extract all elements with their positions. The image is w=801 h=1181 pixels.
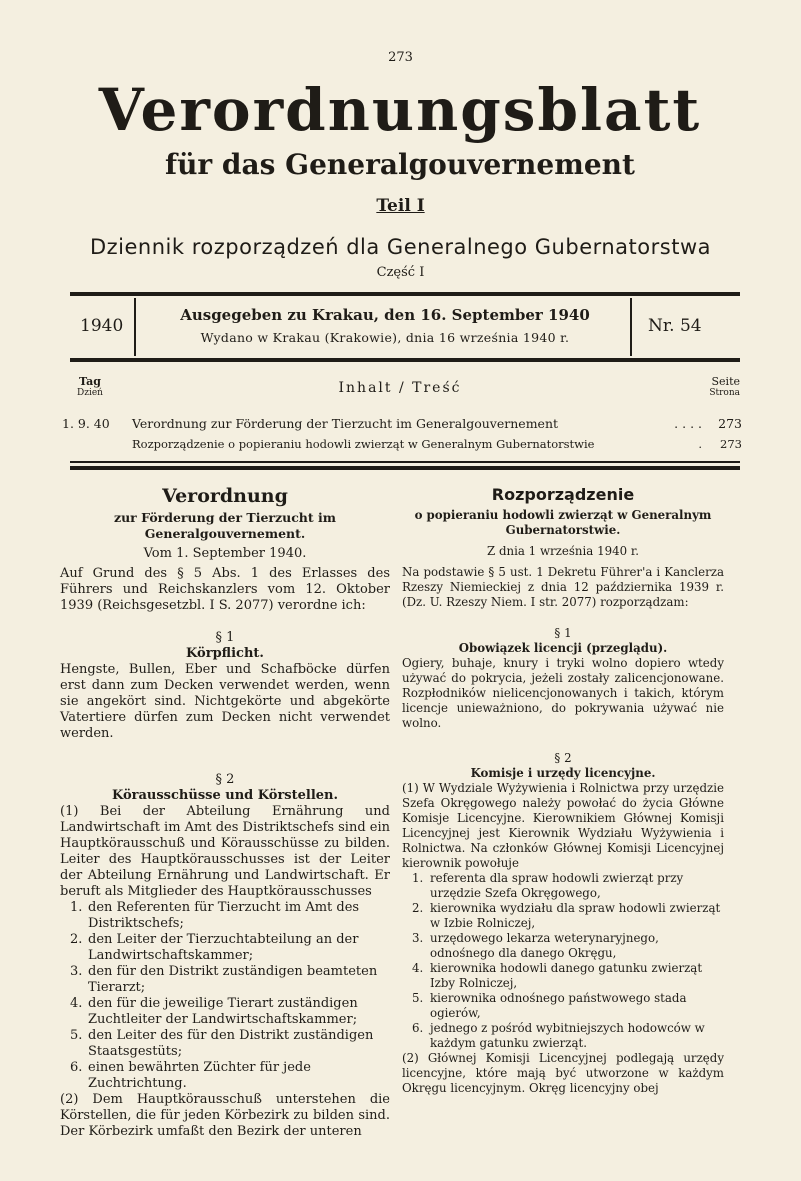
list-item (60, 932, 390, 964)
list-number: 6. (412, 1021, 424, 1035)
de-section-1: § 1 (215, 630, 235, 645)
list-number: 4. (412, 961, 424, 975)
de-heading: Verordnung (162, 485, 288, 507)
de-section-2: § 2 (215, 772, 235, 787)
divider (134, 298, 136, 356)
list-text: kierownika hodowli danego gatunku zwierząt Izby Rolniczej, (430, 961, 703, 990)
pl-section-2-p1: (1) W Wydziale Wyżywienia i Rolnictwa przy urzędzie Szefa Okręgowego należy powołać do życia Główne Komisje Licencyjne. Kierownikiem Głównej Komisji Licencyjnej jest Kierownik Wydziału Wyżywienia i Rolnictwa. Na członków Głównej Komisji Licencyjnej kierownik powołuje (402, 781, 724, 870)
list-text: den für den Distrikt zuständigen beamteten Tierarzt; (88, 964, 378, 995)
gazette-title: Verordnungsblatt (98, 76, 702, 144)
list-text: den Referenten für Tierzucht im Amt des Distriktschefs; (88, 900, 360, 931)
list-text: referenta dla spraw hodowli zwierząt przy urzędzie Szefa Okręgowego, (430, 871, 684, 900)
list-item (402, 871, 724, 901)
pl-section-1-title: Obowiązek licencji (przeglądu). (458, 641, 668, 655)
list-text: urzędowego lekarza weterynaryjnego, odnośnego dla danego Okręgu, (430, 931, 659, 960)
list-number: 3. (412, 931, 424, 945)
issue-box (70, 298, 740, 356)
issue-line-pl: Wydano w Krakau (Krakowie), dnia 16 września 1940 r. (200, 330, 570, 345)
list-number: 2. (412, 901, 424, 915)
polish-part-label: Część I (376, 265, 425, 280)
gazette-subtitle: für das Generalgouvernement (165, 148, 635, 181)
pl-section-1: § 1 (554, 626, 572, 640)
toc-page: 273 (718, 416, 742, 431)
pl-section-2: § 2 (554, 751, 572, 765)
list-number: 5. (70, 1028, 83, 1043)
toc-tag-label: Tag (79, 375, 101, 388)
toc-strona-label: Strona (709, 388, 740, 398)
divider (630, 298, 632, 356)
list-text: den Leiter der Tierzuchtabteilung an der Landwirtschaftskammer; (88, 932, 359, 963)
toc-dzien-label: Dzień (77, 388, 103, 398)
list-item (402, 931, 724, 961)
de-section-2-title: Körausschüsse und Körstellen. (111, 788, 339, 803)
pl-heading: Rozporządzenie (491, 485, 635, 504)
issue-number: Nr. 54 (648, 316, 702, 336)
german-column (60, 484, 390, 1140)
de-subheading: zur Förderung der Tierzucht im Generalgouvernement. (114, 510, 336, 541)
list-number: 2. (70, 932, 83, 947)
list-number: 5. (412, 991, 424, 1005)
pl-section-2-title: Komisje i urzędy licencyjne. (470, 766, 656, 780)
list-text: jednego z pośród wybitniejszych hodowców w każdym gatunku zwierząt. (430, 1021, 705, 1050)
pl-subheading: o popieraniu hodowli zwierząt w Generalnym Gubernatorstwie. (414, 508, 712, 537)
issue-year: 1940 (80, 316, 124, 336)
pl-member-list (402, 871, 724, 1051)
issue-line-de: Ausgegeben zu Krakau, den 16. September 1940 (180, 306, 590, 324)
list-text: kierownika wydziału dla spraw hodowli zwierząt w Izbie Rolniczej, (430, 901, 721, 930)
pl-section-2-p2: (2) Głównej Komisji Licencyjnej podlegają urzędy licencyjne, które mają być utworzone w każdym Okręgu licencyjnym. Okręg licencyjny obej (402, 1051, 724, 1095)
de-section-2-p1: (1) Bei der Abteilung Ernährung und Landwirtschaft im Amt des Distriktschefs sind ein Hauptkörausschuß und Körausschüsse zu bilden. Leiter des Hauptkörausschusses ist der Leiter der Abteilung Ernährung und Landwirtschaft. Er beruft als Mitglieder des Hauptkörausschusses (60, 804, 391, 899)
toc-entry: Verordnung zur Förderung der Tierzucht im Generalgouvernement (132, 416, 559, 431)
list-number: 1. (412, 871, 424, 885)
divider (70, 358, 740, 362)
toc-leader: . (698, 437, 702, 451)
pl-date: Z dnia 1 września 1940 r. (487, 544, 639, 558)
toc-page: 273 (720, 437, 742, 451)
divider (70, 466, 740, 470)
list-item (60, 900, 390, 932)
list-text: kierownika odnośnego państwowego stada ogierów, (430, 991, 687, 1020)
list-item (60, 964, 390, 996)
de-member-list (60, 900, 390, 1092)
list-number: 1. (70, 900, 83, 915)
de-preamble: Auf Grund des § 5 Abs. 1 des Erlasses des Führers und Reichskanzlers vom 12. Oktober 1939 (Reichsgesetzbl. I S. 2077) verordne ich: (60, 566, 390, 613)
list-text: den Leiter des für den Distrikt zuständigen Staatsgestüts; (88, 1028, 374, 1059)
list-item (402, 991, 724, 1021)
list-item (60, 1060, 390, 1092)
polish-column (402, 484, 724, 1096)
toc-header (70, 376, 740, 406)
list-number: 6. (70, 1060, 83, 1075)
toc-leader: . . . . (674, 416, 702, 431)
polish-title: Dziennik rozporządzeń dla Generalnego Gubernatorstwa (89, 235, 711, 259)
de-section-1-title: Körpflicht. (186, 646, 264, 661)
toc-title: Inhalt / Treść (338, 380, 462, 396)
list-item (402, 1021, 724, 1051)
de-date: Vom 1. September 1940. (143, 546, 307, 561)
de-section-1-text: Hengste, Bullen, Eber und Schafböcke dürfen erst dann zum Decken verwendet werden, wenn sie angekört sind. Nichtgekörte und abgekörte Vatertiere dürfen zum Decken nicht verwendet werden. (60, 662, 390, 741)
list-item (60, 996, 390, 1028)
list-item (402, 901, 724, 931)
pl-preamble: Na podstawie § 5 ust. 1 Dekretu Führer'a i Kanclerza Rzeszy Niemieckiej z dnia 12 października 1939 r. (Dz. U. Rzeszy Niem. I str. 2077) rozporządzam: (402, 565, 724, 609)
list-item (402, 961, 724, 991)
pl-section-1-text: Ogiery, buhaje, knury i tryki wolno dopiero wtedy używać do pokrycia, jeżeli zostały zalicencjonowane. Rozpłodników nielicencjonowanych i takich, którym licencje unieważniono, do pokrywania używać nie wolno. (402, 656, 724, 730)
list-text: den für die jeweilige Tierart zuständigen Zuchtleiter der Landwirtschaftskammer; (88, 996, 358, 1027)
list-text: einen bewährten Züchter für jede Zuchtrichtung. (88, 1060, 311, 1091)
page-number: 273 (388, 50, 413, 65)
part-label: Teil I (376, 196, 425, 216)
list-number: 4. (70, 996, 83, 1011)
de-section-2-p2: (2) Dem Hauptkörausschuß unterstehen die Körstellen, die für jeden Körbezirk zu bilden sind. Der Körbezirk umfaßt den Bezirk der unteren (60, 1092, 390, 1139)
toc-entry: Rozporządzenie o popieraniu hodowli zwierząt w Generalnym Gubernatorstwie (132, 437, 595, 451)
toc-date: 1. 9. 40 (62, 416, 110, 431)
list-item (60, 1028, 390, 1060)
toc-seite-label: Seite (711, 375, 740, 388)
divider (70, 292, 740, 296)
divider (70, 461, 740, 463)
list-number: 3. (70, 964, 83, 979)
